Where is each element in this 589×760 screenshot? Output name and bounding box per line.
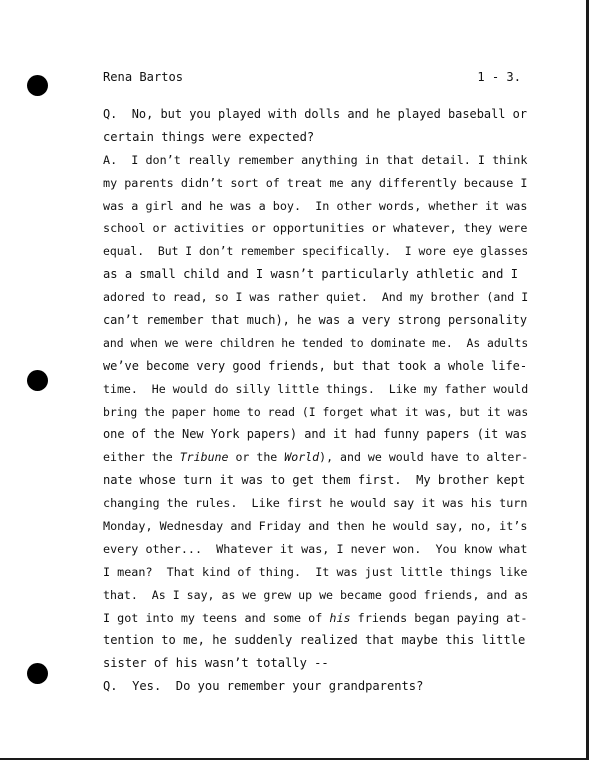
text-line — [103, 195, 528, 218]
italic-emphasis: his — [329, 610, 351, 625]
text-segment: one of the New York papers) and it had funny papers (it was — [103, 427, 528, 442]
interviewee-name: Rena Bartos — [103, 70, 184, 84]
text-segment: either the — [103, 450, 180, 465]
text-segment: bring the paper home to read (I forget what it was, but it was — [103, 404, 529, 419]
transcript-body — [103, 103, 528, 698]
text-segment: I mean? That kind of thing. It was just little things like — [103, 564, 528, 579]
text-segment: or the — [228, 450, 285, 465]
text-line — [103, 401, 528, 424]
text-segment: equal. But I don’t remember specifically. I wore eye glasses — [103, 244, 529, 259]
text-line — [103, 103, 528, 126]
text-segment: can’t remember that much), he was a very strong personality — [103, 313, 528, 328]
text-segment: A. I don’t really remember anything in that detail. I think — [103, 152, 528, 167]
page-header — [103, 70, 521, 86]
text-segment: Monday, Wednesday and Friday and then he would say, no, it’s — [103, 519, 528, 534]
text-segment: my parents didn’t sort of treat me any differently because I — [103, 175, 528, 190]
text-segment: ), and we would have to alter- — [319, 450, 529, 465]
binder-hole-middle — [27, 370, 48, 391]
text-line — [103, 423, 528, 446]
text-line — [103, 492, 528, 515]
text-segment: friends began paying at- — [350, 610, 528, 625]
text-line — [103, 126, 528, 149]
text-line — [103, 240, 528, 263]
text-line — [103, 469, 528, 492]
text-line — [103, 332, 528, 355]
binder-hole-bottom — [27, 663, 48, 684]
text-segment: tention to me, he suddenly realized that maybe this little — [103, 633, 526, 648]
text-line — [103, 607, 528, 630]
text-segment: every other... Whatever it was, I never won. You know what — [103, 541, 528, 556]
text-line — [103, 561, 528, 584]
text-segment: we’ve become very good friends, but that took a whole life- — [103, 358, 528, 373]
text-line — [103, 629, 528, 652]
text-segment: school or activities or opportunities or whatever, they were — [103, 221, 528, 236]
italic-newspaper-title: Tribune — [179, 450, 229, 465]
text-line — [103, 309, 528, 332]
text-segment: time. He would do silly little things. Like my father would — [103, 381, 529, 396]
text-line — [103, 538, 528, 561]
text-line — [103, 263, 528, 286]
text-line — [103, 515, 528, 538]
text-segment: as a small child and I wasn’t particularly athletic and I — [103, 267, 519, 282]
text-line — [103, 172, 528, 195]
text-line — [103, 355, 528, 378]
binder-hole-top — [27, 75, 48, 96]
text-segment: sister of his wasn’t totally -- — [103, 656, 329, 671]
text-segment: was a girl and he was a boy. In other words, whether it was — [103, 198, 528, 213]
text-segment: Q. Yes. Do you remember your grandparents? — [103, 679, 424, 694]
text-line — [103, 584, 528, 607]
text-segment: that. As I say, as we grew up we became good friends, and as — [103, 587, 529, 602]
text-segment: and when we were children he tended to dominate me. As adults — [103, 335, 529, 350]
text-segment: Q. No, but you played with dolls and he played baseball or — [103, 107, 528, 121]
text-segment: I got into my teens and some of — [103, 610, 330, 625]
text-line — [103, 149, 528, 172]
text-line — [103, 286, 528, 309]
italic-newspaper-title: World — [284, 450, 320, 465]
text-segment: changing the rules. Like first he would say it was his turn — [103, 496, 528, 511]
text-line — [103, 446, 528, 469]
text-segment: certain things were expected? — [103, 129, 315, 144]
text-segment: adored to read, so I was rather quiet. And my brother (and I — [103, 290, 529, 305]
text-line — [103, 675, 528, 698]
text-line — [103, 378, 528, 401]
text-line — [103, 652, 528, 675]
text-line — [103, 217, 528, 240]
text-segment: nate whose turn it was to get them first. My brother kept — [103, 473, 526, 488]
page-number: 1 - 3. — [477, 70, 521, 84]
